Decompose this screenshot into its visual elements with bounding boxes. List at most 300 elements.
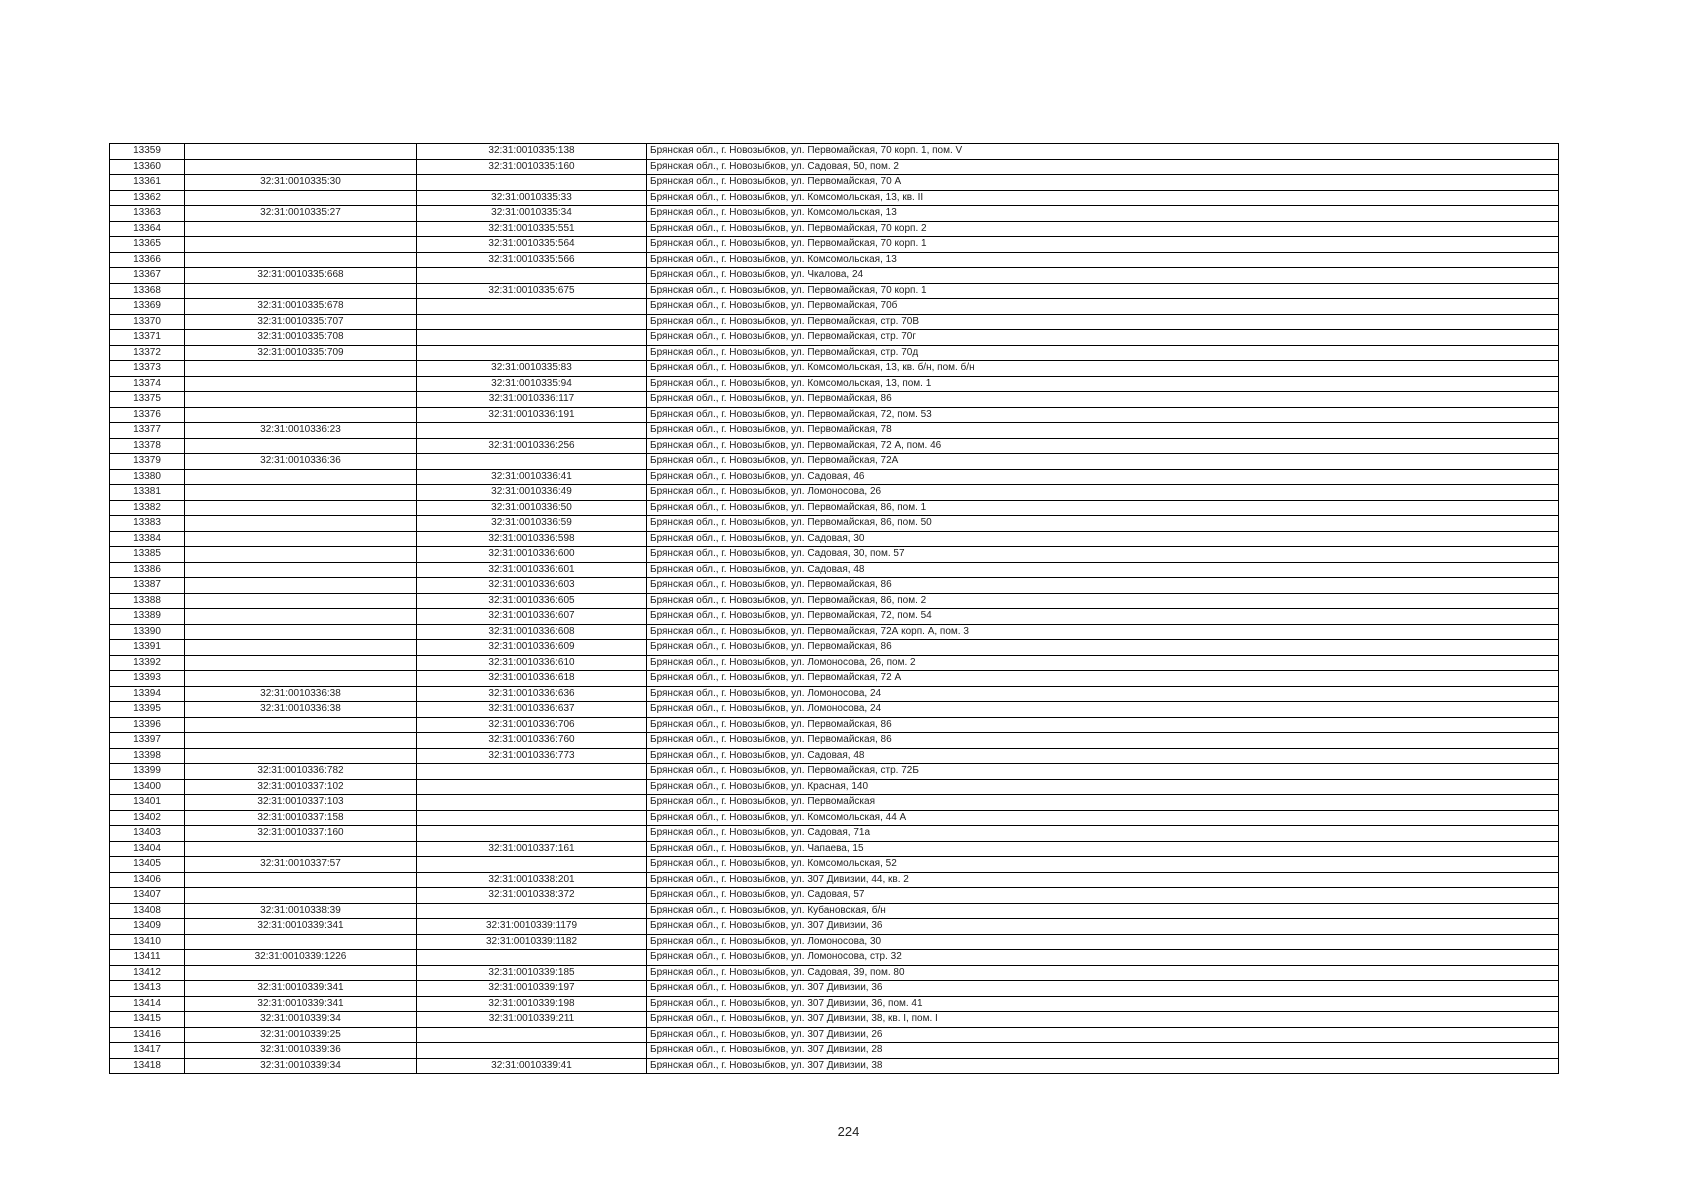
row-number-cell: 13398 bbox=[110, 748, 185, 764]
address-cell: Брянская обл., г. Новозыбков, ул. Первомайская, 72 А, пом. 46 bbox=[647, 438, 1559, 454]
row-number-cell: 13395 bbox=[110, 702, 185, 718]
address-cell: Брянская обл., г. Новозыбков, ул. 307 Дивизии, 26 bbox=[647, 1027, 1559, 1043]
building-cadastral-cell bbox=[417, 1027, 647, 1043]
table-row bbox=[110, 764, 1559, 780]
building-cadastral-cell bbox=[417, 950, 647, 966]
address-cell: Брянская обл., г. Новозыбков, ул. Комсомольская, 52 bbox=[647, 857, 1559, 873]
building-cadastral-cell: 32:31:0010335:564 bbox=[417, 237, 647, 253]
address-cell: Брянская обл., г. Новозыбков, ул. Первомайская, стр. 70д bbox=[647, 345, 1559, 361]
building-cadastral-cell bbox=[417, 345, 647, 361]
row-number-cell: 13396 bbox=[110, 717, 185, 733]
address-cell: Брянская обл., г. Новозыбков, ул. Садовая, 71а bbox=[647, 826, 1559, 842]
land-plot-cadastral-cell: 32:31:0010339:341 bbox=[185, 996, 417, 1012]
row-number-cell: 13361 bbox=[110, 175, 185, 191]
table-row bbox=[110, 593, 1559, 609]
building-cadastral-cell: 32:31:0010335:33 bbox=[417, 190, 647, 206]
address-cell: Брянская обл., г. Новозыбков, ул. Садовая, 48 bbox=[647, 562, 1559, 578]
address-cell: Брянская обл., г. Новозыбков, ул. Первомайская, стр. 70В bbox=[647, 314, 1559, 330]
address-cell: Брянская обл., г. Новозыбков, ул. Первомайская, 86 bbox=[647, 640, 1559, 656]
row-number-cell: 13405 bbox=[110, 857, 185, 873]
row-number-cell: 13394 bbox=[110, 686, 185, 702]
address-cell: Брянская обл., г. Новозыбков, ул. Первомайская, 86, пом. 2 bbox=[647, 593, 1559, 609]
building-cadastral-cell: 32:31:0010339:185 bbox=[417, 965, 647, 981]
land-plot-cadastral-cell bbox=[185, 237, 417, 253]
land-plot-cadastral-cell: 32:31:0010339:25 bbox=[185, 1027, 417, 1043]
building-cadastral-cell bbox=[417, 268, 647, 284]
building-cadastral-cell bbox=[417, 810, 647, 826]
land-plot-cadastral-cell: 32:31:0010338:39 bbox=[185, 903, 417, 919]
table-row bbox=[110, 1027, 1559, 1043]
address-cell: Брянская обл., г. Новозыбков, ул. Чапаева, 15 bbox=[647, 841, 1559, 857]
table-row bbox=[110, 314, 1559, 330]
building-cadastral-cell: 32:31:0010336:607 bbox=[417, 609, 647, 625]
table-row bbox=[110, 345, 1559, 361]
building-cadastral-cell: 32:31:0010336:191 bbox=[417, 407, 647, 423]
row-number-cell: 13408 bbox=[110, 903, 185, 919]
table-row bbox=[110, 1058, 1559, 1074]
address-cell: Брянская обл., г. Новозыбков, ул. Садовая, 48 bbox=[647, 748, 1559, 764]
address-cell: Брянская обл., г. Новозыбков, ул. Садовая, 30 bbox=[647, 531, 1559, 547]
table-row bbox=[110, 717, 1559, 733]
address-cell: Брянская обл., г. Новозыбков, ул. Комсомольская, 13, пом. 1 bbox=[647, 376, 1559, 392]
address-cell: Брянская обл., г. Новозыбков, ул. Ломоносова, 26, пом. 2 bbox=[647, 655, 1559, 671]
building-cadastral-cell: 32:31:0010336:605 bbox=[417, 593, 647, 609]
table-row bbox=[110, 872, 1559, 888]
table-row bbox=[110, 469, 1559, 485]
row-number-cell: 13397 bbox=[110, 733, 185, 749]
land-plot-cadastral-cell: 32:31:0010336:782 bbox=[185, 764, 417, 780]
building-cadastral-cell: 32:31:0010336:637 bbox=[417, 702, 647, 718]
table-row bbox=[110, 640, 1559, 656]
address-cell: Брянская обл., г. Новозыбков, ул. Чкалова, 24 bbox=[647, 268, 1559, 284]
address-cell: Брянская обл., г. Новозыбков, ул. Первомайская, 86 bbox=[647, 578, 1559, 594]
building-cadastral-cell bbox=[417, 903, 647, 919]
row-number-cell: 13404 bbox=[110, 841, 185, 857]
land-plot-cadastral-cell bbox=[185, 469, 417, 485]
page-number: 224 bbox=[837, 1124, 860, 1139]
land-plot-cadastral-cell bbox=[185, 500, 417, 516]
row-number-cell: 13385 bbox=[110, 547, 185, 563]
address-cell: Брянская обл., г. Новозыбков, ул. Первомайская, 70 корп. 1 bbox=[647, 283, 1559, 299]
land-plot-cadastral-cell bbox=[185, 144, 417, 160]
building-cadastral-cell: 32:31:0010336:117 bbox=[417, 392, 647, 408]
table-row bbox=[110, 547, 1559, 563]
land-plot-cadastral-cell: 32:31:0010336:38 bbox=[185, 686, 417, 702]
table-row bbox=[110, 655, 1559, 671]
registry-table-body bbox=[110, 144, 1559, 1074]
row-number-cell: 13413 bbox=[110, 981, 185, 997]
table-row bbox=[110, 283, 1559, 299]
row-number-cell: 13388 bbox=[110, 593, 185, 609]
row-number-cell: 13391 bbox=[110, 640, 185, 656]
land-plot-cadastral-cell: 32:31:0010335:708 bbox=[185, 330, 417, 346]
row-number-cell: 13376 bbox=[110, 407, 185, 423]
row-number-cell: 13401 bbox=[110, 795, 185, 811]
table-row bbox=[110, 392, 1559, 408]
land-plot-cadastral-cell bbox=[185, 578, 417, 594]
building-cadastral-cell: 32:31:0010335:94 bbox=[417, 376, 647, 392]
address-cell: Брянская обл., г. Новозыбков, ул. Ломоносова, 30 bbox=[647, 934, 1559, 950]
building-cadastral-cell: 32:31:0010336:50 bbox=[417, 500, 647, 516]
building-cadastral-cell: 32:31:0010336:49 bbox=[417, 485, 647, 501]
row-number-cell: 13366 bbox=[110, 252, 185, 268]
table-row bbox=[110, 609, 1559, 625]
building-cadastral-cell: 32:31:0010335:160 bbox=[417, 159, 647, 175]
land-plot-cadastral-cell bbox=[185, 562, 417, 578]
land-plot-cadastral-cell: 32:31:0010335:668 bbox=[185, 268, 417, 284]
building-cadastral-cell bbox=[417, 857, 647, 873]
land-plot-cadastral-cell bbox=[185, 516, 417, 532]
land-plot-cadastral-cell: 32:31:0010337:158 bbox=[185, 810, 417, 826]
land-plot-cadastral-cell bbox=[185, 934, 417, 950]
row-number-cell: 13417 bbox=[110, 1043, 185, 1059]
table-row bbox=[110, 330, 1559, 346]
address-cell: Брянская обл., г. Новозыбков, ул. Красная, 140 bbox=[647, 779, 1559, 795]
building-cadastral-cell: 32:31:0010336:773 bbox=[417, 748, 647, 764]
row-number-cell: 13406 bbox=[110, 872, 185, 888]
land-plot-cadastral-cell: 32:31:0010337:102 bbox=[185, 779, 417, 795]
table-row bbox=[110, 826, 1559, 842]
land-plot-cadastral-cell: 32:31:0010336:38 bbox=[185, 702, 417, 718]
building-cadastral-cell bbox=[417, 314, 647, 330]
table-row bbox=[110, 624, 1559, 640]
building-cadastral-cell: 32:31:0010335:566 bbox=[417, 252, 647, 268]
land-plot-cadastral-cell bbox=[185, 888, 417, 904]
building-cadastral-cell: 32:31:0010339:197 bbox=[417, 981, 647, 997]
row-number-cell: 13371 bbox=[110, 330, 185, 346]
row-number-cell: 13380 bbox=[110, 469, 185, 485]
address-cell: Брянская обл., г. Новозыбков, ул. Комсомольская, 44 А bbox=[647, 810, 1559, 826]
building-cadastral-cell: 32:31:0010339:1182 bbox=[417, 934, 647, 950]
row-number-cell: 13367 bbox=[110, 268, 185, 284]
building-cadastral-cell: 32:31:0010336:636 bbox=[417, 686, 647, 702]
row-number-cell: 13383 bbox=[110, 516, 185, 532]
land-plot-cadastral-cell bbox=[185, 376, 417, 392]
land-plot-cadastral-cell bbox=[185, 965, 417, 981]
table-row bbox=[110, 919, 1559, 935]
table-row bbox=[110, 733, 1559, 749]
land-plot-cadastral-cell bbox=[185, 283, 417, 299]
row-number-cell: 13362 bbox=[110, 190, 185, 206]
address-cell: Брянская обл., г. Новозыбков, ул. Первомайская, 72А bbox=[647, 454, 1559, 470]
row-number-cell: 13360 bbox=[110, 159, 185, 175]
address-cell: Брянская обл., г. Новозыбков, ул. 307 Дивизии, 28 bbox=[647, 1043, 1559, 1059]
row-number-cell: 13407 bbox=[110, 888, 185, 904]
table-row bbox=[110, 857, 1559, 873]
address-cell: Брянская обл., г. Новозыбков, ул. Первомайская, 86 bbox=[647, 733, 1559, 749]
address-cell: Брянская обл., г. Новозыбков, ул. Первомайская bbox=[647, 795, 1559, 811]
address-cell: Брянская обл., г. Новозыбков, ул. Первомайская, 70 корп. 2 bbox=[647, 221, 1559, 237]
row-number-cell: 13393 bbox=[110, 671, 185, 687]
row-number-cell: 13359 bbox=[110, 144, 185, 160]
address-cell: Брянская обл., г. Новозыбков, ул. Первомайская, 86, пом. 1 bbox=[647, 500, 1559, 516]
building-cadastral-cell bbox=[417, 795, 647, 811]
address-cell: Брянская обл., г. Новозыбков, ул. Первомайская, 86, пом. 50 bbox=[647, 516, 1559, 532]
address-cell: Брянская обл., г. Новозыбков, ул. 307 Дивизии, 38, кв. I, пом. I bbox=[647, 1012, 1559, 1028]
address-cell: Брянская обл., г. Новозыбков, ул. 307 Дивизии, 36 bbox=[647, 981, 1559, 997]
row-number-cell: 13389 bbox=[110, 609, 185, 625]
building-cadastral-cell bbox=[417, 175, 647, 191]
building-cadastral-cell: 32:31:0010338:372 bbox=[417, 888, 647, 904]
row-number-cell: 13402 bbox=[110, 810, 185, 826]
row-number-cell: 13414 bbox=[110, 996, 185, 1012]
table-row bbox=[110, 299, 1559, 315]
table-row bbox=[110, 516, 1559, 532]
address-cell: Брянская обл., г. Новозыбков, ул. Комсомольская, 13, кв. II bbox=[647, 190, 1559, 206]
table-row bbox=[110, 950, 1559, 966]
row-number-cell: 13390 bbox=[110, 624, 185, 640]
land-plot-cadastral-cell: 32:31:0010335:678 bbox=[185, 299, 417, 315]
row-number-cell: 13369 bbox=[110, 299, 185, 315]
address-cell: Брянская обл., г. Новозыбков, ул. Первомайская, стр. 72Б bbox=[647, 764, 1559, 780]
table-row bbox=[110, 221, 1559, 237]
land-plot-cadastral-cell bbox=[185, 640, 417, 656]
row-number-cell: 13415 bbox=[110, 1012, 185, 1028]
building-cadastral-cell: 32:31:0010336:603 bbox=[417, 578, 647, 594]
table-row bbox=[110, 485, 1559, 501]
row-number-cell: 13378 bbox=[110, 438, 185, 454]
row-number-cell: 13368 bbox=[110, 283, 185, 299]
building-cadastral-cell bbox=[417, 764, 647, 780]
row-number-cell: 13387 bbox=[110, 578, 185, 594]
address-cell: Брянская обл., г. Новозыбков, ул. Первомайская, 78 bbox=[647, 423, 1559, 439]
table-row bbox=[110, 981, 1559, 997]
row-number-cell: 13410 bbox=[110, 934, 185, 950]
land-plot-cadastral-cell: 32:31:0010335:30 bbox=[185, 175, 417, 191]
land-plot-cadastral-cell: 32:31:0010335:709 bbox=[185, 345, 417, 361]
table-row bbox=[110, 531, 1559, 547]
row-number-cell: 13372 bbox=[110, 345, 185, 361]
land-plot-cadastral-cell bbox=[185, 547, 417, 563]
building-cadastral-cell: 32:31:0010336:41 bbox=[417, 469, 647, 485]
table-row bbox=[110, 841, 1559, 857]
table-row bbox=[110, 361, 1559, 377]
address-cell: Брянская обл., г. Новозыбков, ул. Комсомольская, 13 bbox=[647, 252, 1559, 268]
address-cell: Брянская обл., г. Новозыбков, ул. Первомайская, 70б bbox=[647, 299, 1559, 315]
row-number-cell: 13412 bbox=[110, 965, 185, 981]
address-cell: Брянская обл., г. Новозыбков, ул. Первомайская, 86 bbox=[647, 392, 1559, 408]
address-cell: Брянская обл., г. Новозыбков, ул. Садовая, 57 bbox=[647, 888, 1559, 904]
building-cadastral-cell: 32:31:0010336:609 bbox=[417, 640, 647, 656]
building-cadastral-cell: 32:31:0010337:161 bbox=[417, 841, 647, 857]
row-number-cell: 13381 bbox=[110, 485, 185, 501]
address-cell: Брянская обл., г. Новозыбков, ул. Первомайская, 72 А bbox=[647, 671, 1559, 687]
building-cadastral-cell bbox=[417, 1043, 647, 1059]
row-number-cell: 13382 bbox=[110, 500, 185, 516]
row-number-cell: 13399 bbox=[110, 764, 185, 780]
land-plot-cadastral-cell: 32:31:0010335:27 bbox=[185, 206, 417, 222]
land-plot-cadastral-cell bbox=[185, 609, 417, 625]
land-plot-cadastral-cell: 32:31:0010335:707 bbox=[185, 314, 417, 330]
row-number-cell: 13370 bbox=[110, 314, 185, 330]
land-plot-cadastral-cell bbox=[185, 221, 417, 237]
land-plot-cadastral-cell bbox=[185, 841, 417, 857]
table-row bbox=[110, 1012, 1559, 1028]
address-cell: Брянская обл., г. Новозыбков, ул. Садовая, 30, пом. 57 bbox=[647, 547, 1559, 563]
land-plot-cadastral-cell bbox=[185, 531, 417, 547]
table-row bbox=[110, 159, 1559, 175]
address-cell: Брянская обл., г. Новозыбков, ул. Первомайская, 70 корп. 1 bbox=[647, 237, 1559, 253]
building-cadastral-cell: 32:31:0010336:256 bbox=[417, 438, 647, 454]
building-cadastral-cell: 32:31:0010335:34 bbox=[417, 206, 647, 222]
address-cell: Брянская обл., г. Новозыбков, ул. Комсомольская, 13 bbox=[647, 206, 1559, 222]
building-cadastral-cell bbox=[417, 330, 647, 346]
table-row bbox=[110, 810, 1559, 826]
building-cadastral-cell bbox=[417, 826, 647, 842]
table-row bbox=[110, 578, 1559, 594]
row-number-cell: 13400 bbox=[110, 779, 185, 795]
land-plot-cadastral-cell bbox=[185, 159, 417, 175]
address-cell: Брянская обл., г. Новозыбков, ул. Ломоносова, 24 bbox=[647, 686, 1559, 702]
building-cadastral-cell: 32:31:0010336:601 bbox=[417, 562, 647, 578]
table-row bbox=[110, 888, 1559, 904]
building-cadastral-cell: 32:31:0010339:1179 bbox=[417, 919, 647, 935]
land-plot-cadastral-cell: 32:31:0010336:36 bbox=[185, 454, 417, 470]
table-row bbox=[110, 144, 1559, 160]
row-number-cell: 13411 bbox=[110, 950, 185, 966]
land-plot-cadastral-cell bbox=[185, 748, 417, 764]
row-number-cell: 13364 bbox=[110, 221, 185, 237]
building-cadastral-cell: 32:31:0010336:598 bbox=[417, 531, 647, 547]
land-plot-cadastral-cell bbox=[185, 190, 417, 206]
land-plot-cadastral-cell bbox=[185, 733, 417, 749]
land-plot-cadastral-cell bbox=[185, 407, 417, 423]
building-cadastral-cell: 32:31:0010338:201 bbox=[417, 872, 647, 888]
building-cadastral-cell: 32:31:0010335:83 bbox=[417, 361, 647, 377]
address-cell: Брянская обл., г. Новозыбков, ул. Ломоносова, стр. 32 bbox=[647, 950, 1559, 966]
building-cadastral-cell: 32:31:0010339:198 bbox=[417, 996, 647, 1012]
row-number-cell: 13374 bbox=[110, 376, 185, 392]
table-row bbox=[110, 438, 1559, 454]
land-plot-cadastral-cell bbox=[185, 361, 417, 377]
row-number-cell: 13409 bbox=[110, 919, 185, 935]
address-cell: Брянская обл., г. Новозыбков, ул. Ломоносова, 24 bbox=[647, 702, 1559, 718]
building-cadastral-cell bbox=[417, 423, 647, 439]
table-row bbox=[110, 562, 1559, 578]
building-cadastral-cell: 32:31:0010335:138 bbox=[417, 144, 647, 160]
address-cell: Брянская обл., г. Новозыбков, ул. 307 Дивизии, 36 bbox=[647, 919, 1559, 935]
row-number-cell: 13377 bbox=[110, 423, 185, 439]
row-number-cell: 13365 bbox=[110, 237, 185, 253]
address-cell: Брянская обл., г. Новозыбков, ул. Садовая, 50, пом. 2 bbox=[647, 159, 1559, 175]
land-plot-cadastral-cell: 32:31:0010339:341 bbox=[185, 919, 417, 935]
land-plot-cadastral-cell bbox=[185, 624, 417, 640]
table-row bbox=[110, 237, 1559, 253]
address-cell: Брянская обл., г. Новозыбков, ул. Комсомольская, 13, кв. б/н, пом. б/н bbox=[647, 361, 1559, 377]
registry-table bbox=[109, 143, 1559, 1074]
row-number-cell: 13392 bbox=[110, 655, 185, 671]
address-cell: Брянская обл., г. Новозыбков, ул. Первомайская, 70 корп. 1, пом. V bbox=[647, 144, 1559, 160]
row-number-cell: 13363 bbox=[110, 206, 185, 222]
land-plot-cadastral-cell bbox=[185, 717, 417, 733]
row-number-cell: 13416 bbox=[110, 1027, 185, 1043]
land-plot-cadastral-cell: 32:31:0010339:34 bbox=[185, 1012, 417, 1028]
table-row bbox=[110, 671, 1559, 687]
table-row bbox=[110, 686, 1559, 702]
land-plot-cadastral-cell: 32:31:0010337:103 bbox=[185, 795, 417, 811]
table-row bbox=[110, 795, 1559, 811]
building-cadastral-cell: 32:31:0010336:610 bbox=[417, 655, 647, 671]
row-number-cell: 13375 bbox=[110, 392, 185, 408]
address-cell: Брянская обл., г. Новозыбков, ул. Первомайская, 70 А bbox=[647, 175, 1559, 191]
land-plot-cadastral-cell bbox=[185, 392, 417, 408]
table-row bbox=[110, 965, 1559, 981]
building-cadastral-cell: 32:31:0010336:608 bbox=[417, 624, 647, 640]
building-cadastral-cell: 32:31:0010339:211 bbox=[417, 1012, 647, 1028]
table-row bbox=[110, 175, 1559, 191]
table-row bbox=[110, 779, 1559, 795]
row-number-cell: 13373 bbox=[110, 361, 185, 377]
land-plot-cadastral-cell: 32:31:0010339:341 bbox=[185, 981, 417, 997]
table-row bbox=[110, 702, 1559, 718]
building-cadastral-cell bbox=[417, 779, 647, 795]
table-row bbox=[110, 996, 1559, 1012]
address-cell: Брянская обл., г. Новозыбков, ул. Первомайская, 72, пом. 54 bbox=[647, 609, 1559, 625]
building-cadastral-cell: 32:31:0010336:59 bbox=[417, 516, 647, 532]
land-plot-cadastral-cell bbox=[185, 593, 417, 609]
land-plot-cadastral-cell bbox=[185, 872, 417, 888]
building-cadastral-cell: 32:31:0010335:675 bbox=[417, 283, 647, 299]
table-row bbox=[110, 206, 1559, 222]
address-cell: Брянская обл., г. Новозыбков, ул. Первомайская, 72А корп. А, пом. 3 bbox=[647, 624, 1559, 640]
land-plot-cadastral-cell bbox=[185, 252, 417, 268]
building-cadastral-cell bbox=[417, 299, 647, 315]
address-cell: Брянская обл., г. Новозыбков, ул. Первомайская, 86 bbox=[647, 717, 1559, 733]
table-row bbox=[110, 1043, 1559, 1059]
land-plot-cadastral-cell: 32:31:0010339:1226 bbox=[185, 950, 417, 966]
row-number-cell: 13384 bbox=[110, 531, 185, 547]
land-plot-cadastral-cell bbox=[185, 485, 417, 501]
address-cell: Брянская обл., г. Новозыбков, ул. Садовая, 39, пом. 80 bbox=[647, 965, 1559, 981]
table-row bbox=[110, 268, 1559, 284]
land-plot-cadastral-cell bbox=[185, 655, 417, 671]
table-row bbox=[110, 903, 1559, 919]
table-row bbox=[110, 190, 1559, 206]
table-row bbox=[110, 376, 1559, 392]
table-row bbox=[110, 252, 1559, 268]
building-cadastral-cell: 32:31:0010339:41 bbox=[417, 1058, 647, 1074]
table-row bbox=[110, 407, 1559, 423]
address-cell: Брянская обл., г. Новозыбков, ул. Первомайская, стр. 70г bbox=[647, 330, 1559, 346]
building-cadastral-cell: 32:31:0010336:600 bbox=[417, 547, 647, 563]
building-cadastral-cell: 32:31:0010336:618 bbox=[417, 671, 647, 687]
table-row bbox=[110, 423, 1559, 439]
building-cadastral-cell bbox=[417, 454, 647, 470]
building-cadastral-cell: 32:31:0010335:551 bbox=[417, 221, 647, 237]
table-row bbox=[110, 934, 1559, 950]
table-row bbox=[110, 748, 1559, 764]
row-number-cell: 13386 bbox=[110, 562, 185, 578]
address-cell: Брянская обл., г. Новозыбков, ул. 307 Дивизии, 38 bbox=[647, 1058, 1559, 1074]
address-cell: Брянская обл., г. Новозыбков, ул. Первомайская, 72, пом. 53 bbox=[647, 407, 1559, 423]
land-plot-cadastral-cell: 32:31:0010339:34 bbox=[185, 1058, 417, 1074]
land-plot-cadastral-cell bbox=[185, 671, 417, 687]
row-number-cell: 13379 bbox=[110, 454, 185, 470]
land-plot-cadastral-cell: 32:31:0010337:57 bbox=[185, 857, 417, 873]
land-plot-cadastral-cell: 32:31:0010339:36 bbox=[185, 1043, 417, 1059]
row-number-cell: 13403 bbox=[110, 826, 185, 842]
address-cell: Брянская обл., г. Новозыбков, ул. Ломоносова, 26 bbox=[647, 485, 1559, 501]
building-cadastral-cell: 32:31:0010336:706 bbox=[417, 717, 647, 733]
building-cadastral-cell: 32:31:0010336:760 bbox=[417, 733, 647, 749]
land-plot-cadastral-cell: 32:31:0010337:160 bbox=[185, 826, 417, 842]
address-cell: Брянская обл., г. Новозыбков, ул. 307 Дивизии, 36, пом. 41 bbox=[647, 996, 1559, 1012]
land-plot-cadastral-cell: 32:31:0010336:23 bbox=[185, 423, 417, 439]
address-cell: Брянская обл., г. Новозыбков, ул. Садовая, 46 bbox=[647, 469, 1559, 485]
land-plot-cadastral-cell bbox=[185, 438, 417, 454]
address-cell: Брянская обл., г. Новозыбков, ул. Кубановская, б/н bbox=[647, 903, 1559, 919]
row-number-cell: 13418 bbox=[110, 1058, 185, 1074]
